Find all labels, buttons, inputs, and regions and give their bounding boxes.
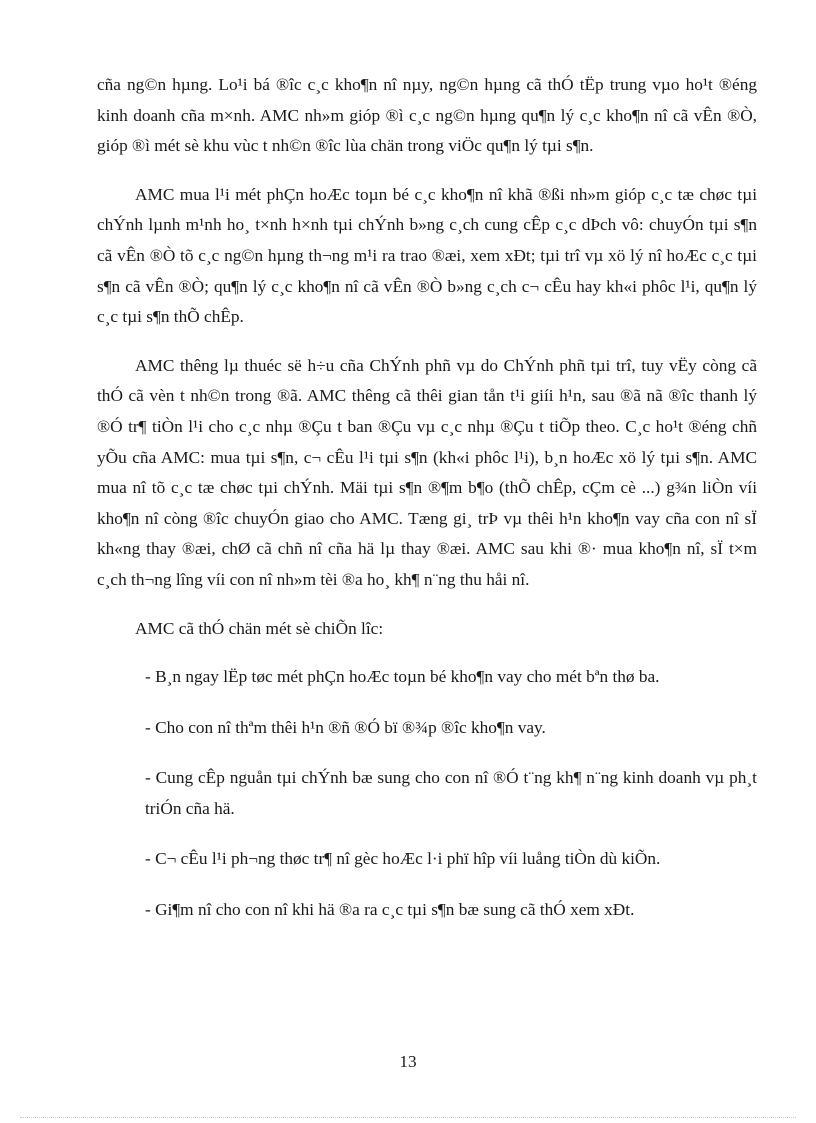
strategy-item-2: - Cho con nî thªm thêi h¹n ®ñ ®Ó bï ®¾p ®îc kho¶n vay. — [145, 717, 546, 737]
paragraph-4: AMC cã thÓ chän mét sè chiÕn lîc: — [135, 618, 384, 638]
page-bottom-divider — [20, 1117, 796, 1118]
strategy-item-5: - Gi¶m nî cho con nî khi hä ®a ra c¸c tµi s¶n bæ sung cã thÓ xem xÐt. — [145, 900, 635, 920]
body-text — [97, 70, 757, 946]
paragraph-2: AMC mua l¹i mét phÇn hoÆc toµn bé c¸c kho¶n nî khã ®ßi nh»m gióp c¸c tæ chøc tµi chÝnh lµnh m¹nh ho¸ t×nh h×nh tµi chÝnh b»ng c¸ch cung cÊp c¸c dÞch vô: chuyÓn tµi s¶n cã vÊn ®Ò tõ c¸c ng©n hµng th¬ng m¹i ra trao ®æi, xem xÐt; tµi trî vµ xö lý nî hoÆc c¸c tµi s¶n cã vÊn ®Ò; qu¶n lý c¸c kho¶n nî cã vÊn ®Ò b»ng c¸ch c¬ cÊu hay kh«i phôc l¹i, qu¶n lý c¸c tµi s¶n thÕ chÊp. — [97, 184, 757, 327]
page-number: 13 — [399, 1052, 417, 1071]
strategy-item-1: - B¸n ngay lËp tøc mét phÇn hoÆc toµn bé kho¶n vay cho mét bªn thø ba. — [145, 667, 660, 687]
strategy-item-3: - Cung cÊp nguån tµi chÝnh bæ sung cho con nî ®Ó t¨ng kh¶ n¨ng kinh doanh vµ ph¸t triÓn cña hä. — [145, 768, 757, 818]
paragraph-1: cña ng©n hµng. Lo¹i bá ®îc c¸c kho¶n nî nµy, ng©n hµng cã thÓ tËp trung vµo ho¹t ®éng kinh doanh cña m×nh. AMC nh»m gióp ®ì c¸c ng©n hµng qu¶n lý c¸c kho¶n nî cã vÊn ®Ò, gióp ®ì mét sè khu vùc t nh©n ®îc lùa chän trong viÖc qu¶n lý tµi s¶n. — [97, 75, 757, 156]
paragraph-3: AMC thêng lµ thuéc së h÷u cña ChÝnh phñ vµ do ChÝnh phñ tµi trî, tuy vËy còng cã thÓ cã vèn t nh©n trong ®ã. AMC thêng cã thêi gian tån t¹i giíi h¹n, sau ®ã nã ®îc thanh lý ®Ó tr¶ tiÒn l¹i cho c¸c nhµ ®Çu t ban ®Çu vµ c¸c nhµ ®Çu t tiÕp theo. C¸c ho¹t ®éng chñ yÕu cña AMC: mua tµi s¶n, c¬ cÊu l¹i tµi s¶n (kh«i phôc l¹i), b¸n hoÆc xö lý tµi s¶n. AMC mua nî tõ c¸c tæ chøc tµi chÝnh. Mäi tµi s¶n ®¶m b¶o (thÕ chÊp, cÇm cè ...) g¾n liÒn víi kho¶n nî còng ®îc chuyÓn giao cho AMC. Tæng gi¸ trÞ vµ thêi h¹n kho¶n vay cña con nî sÏ kh«ng thay ®æi, chØ cã chñ nî cña hä lµ thay ®æi. AMC sau khi ®· mua kho¶n nî, sÏ t×m c¸ch th¬ng lîng víi con nî nh»m tèi ®a ho¸ kh¶ n¨ng thu håi nî. — [97, 355, 757, 589]
strategy-item-4: - C¬ cÊu l¹i ph¬ng thøc tr¶ nî gèc hoÆc l·i phï hîp víi luång tiÒn dù kiÕn. — [145, 849, 661, 869]
